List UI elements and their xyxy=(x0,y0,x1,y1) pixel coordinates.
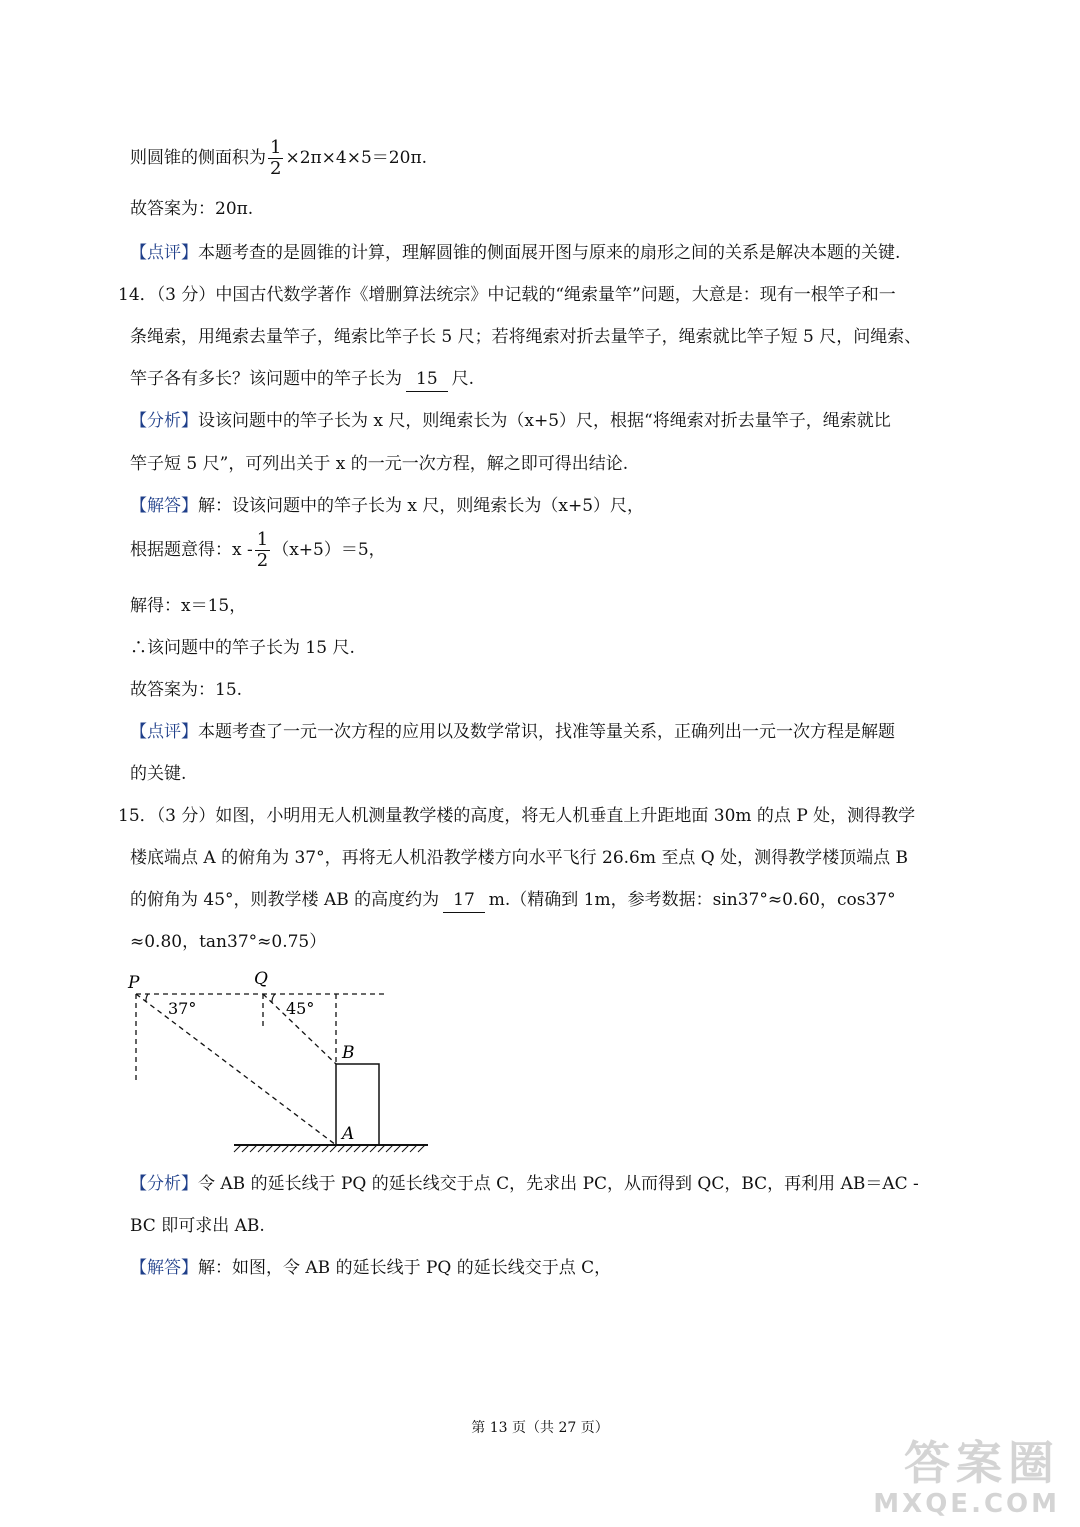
label-a: A xyxy=(342,1124,355,1144)
comment-text: 本题考查的是圆锥的计算，理解圆锥的侧面展开图与原来的扇形之间的关系是解决本题的关键. xyxy=(198,243,901,263)
text: ×2π×4×5＝20π. xyxy=(285,148,428,168)
q14-comment-1 xyxy=(130,720,895,744)
q15-line-2: 楼底端点 A 的俯角为 37°，再将无人机沿教学楼方向水平飞行 26.6m 至点 Q 处，测得教学楼顶端点 B xyxy=(130,848,909,868)
answer-line: 故答案为：20π. xyxy=(130,199,254,219)
answer-blank: 15 xyxy=(406,367,448,392)
q14-solve: 解得：x＝15， xyxy=(130,596,247,616)
q15-line-3 xyxy=(130,888,896,913)
drone-building-figure xyxy=(120,966,440,1161)
text: 竿子各有多长？该问题中的竿子长为 xyxy=(130,369,402,389)
text: 的俯角为 45°，则教学楼 AB 的高度约为 xyxy=(130,890,440,910)
q14-analysis-1 xyxy=(130,409,891,433)
q14-comment-2: 的关键. xyxy=(130,764,187,784)
denominator: 2 xyxy=(270,158,282,179)
angle-arc-45 xyxy=(272,994,275,1003)
text: 解：设该问题中的竿子长为 x 尺，则绳索长为（x+5）尺， xyxy=(198,496,645,516)
text: 则圆锥的侧面积为 xyxy=(130,148,266,168)
q14-line-2: 条绳索，用绳索去量竿子，绳索比竿子长 5 尺；若将绳索对折去量竿子，绳索就比竿子短 5 尺，问绳索、 xyxy=(130,327,922,347)
watermark-url: MXQE.COM xyxy=(873,1489,1060,1519)
label-p: P xyxy=(128,973,140,993)
answer-blank: 17 xyxy=(443,888,485,913)
denominator: 2 xyxy=(256,550,269,571)
numerator: 1 xyxy=(256,529,269,550)
comment-line xyxy=(130,241,900,265)
text: （x+5）＝5， xyxy=(272,540,386,560)
q15-solution-1 xyxy=(130,1256,611,1280)
watermark-logo xyxy=(873,1437,1060,1519)
q15-analysis-1 xyxy=(130,1172,919,1196)
numerator: 1 xyxy=(270,137,282,158)
text: 设该问题中的竿子长为 x 尺，则绳索长为（x+5）尺，根据“将绳索对折去量竿子，绳索就比 xyxy=(198,411,891,431)
q15-line-1: 15．（3 分）如图，小明用无人机测量教学楼的高度，将无人机垂直上升距地面 30m 的点 P 处，测得教学 xyxy=(118,806,916,826)
text: 根据题意得：x - xyxy=(130,540,253,560)
fraction xyxy=(255,530,270,571)
q14-analysis-2: 竿子短 5 尺”，可列出关于 x 的一元一次方程，解之即可得出结论. xyxy=(130,454,629,474)
text: 令 AB 的延长线于 PQ 的延长线交于点 C，先求出 PC，从而得到 QC，BC，再利用 AB＝AC - xyxy=(198,1174,919,1194)
comment-tag: 【点评】 xyxy=(130,243,198,263)
watermark-text: 答案圈 xyxy=(904,1436,1060,1490)
ground-hatching xyxy=(234,1145,425,1152)
comment-tag: 【点评】 xyxy=(130,722,198,742)
text: 本题考查了一元一次方程的应用以及数学常识，找准等量关系，正确列出一元一次方程是解题 xyxy=(198,722,895,742)
angle-label-37: 37° xyxy=(168,999,197,1018)
q14-equation xyxy=(130,530,386,571)
solution-tag: 【解答】 xyxy=(130,496,198,516)
label-b: B xyxy=(342,1043,355,1063)
q14-solution-1 xyxy=(130,494,644,518)
q15-line-4: ≈0.80，tan37°≈0.75） xyxy=(130,932,327,952)
angle-label-45: 45° xyxy=(286,999,315,1018)
text: 解：如图，令 AB 的延长线于 PQ 的延长线交于点 C， xyxy=(198,1258,612,1278)
q14-therefore: ∴该问题中的竿子长为 15 尺. xyxy=(130,638,355,658)
fraction xyxy=(268,138,283,179)
analysis-tag: 【分析】 xyxy=(130,1174,198,1194)
q14-answer: 故答案为：15. xyxy=(130,680,243,700)
q14-line-3 xyxy=(130,367,474,392)
angle-arc-37 xyxy=(146,994,148,1002)
analysis-tag: 【分析】 xyxy=(130,411,198,431)
text: m.（精确到 1m，参考数据：sin37°≈0.60，cos37° xyxy=(488,890,896,910)
label-q: Q xyxy=(254,969,268,989)
text: 尺. xyxy=(451,369,475,389)
solution-tag: 【解答】 xyxy=(130,1258,198,1278)
q14-line-1: 14．（3 分）中国古代数学著作《增删算法统宗》中记载的“绳索量竿”问题，大意是：现有一根竿子和一 xyxy=(118,285,896,305)
q15-analysis-2: BC 即可求出 AB. xyxy=(130,1216,265,1236)
page-footer: 第 13 页（共 27 页） xyxy=(471,1420,609,1436)
lateral-area-line xyxy=(130,138,427,179)
